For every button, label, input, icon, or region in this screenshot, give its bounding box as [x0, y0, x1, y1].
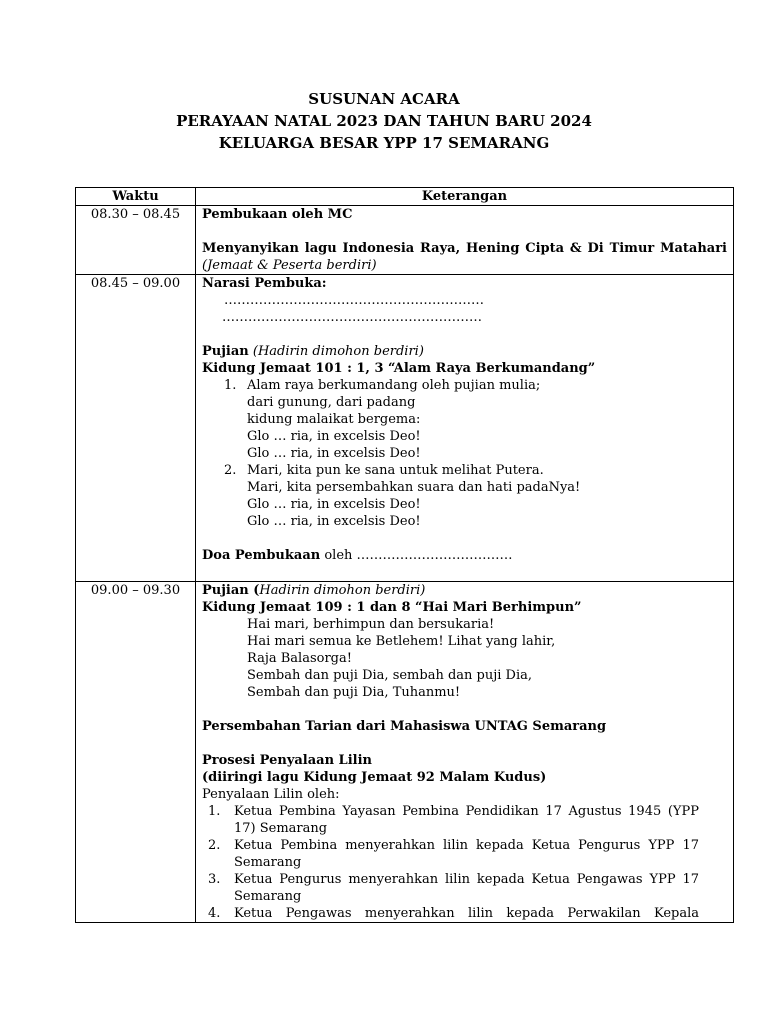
list-item	[202, 905, 727, 922]
anthem-note: (Jemaat & Peserta berdiri)	[202, 258, 377, 273]
narasi-title: Narasi Pembuka:	[202, 276, 327, 291]
title-line-1: SUSUNAN ACARA	[308, 90, 460, 108]
narasi-dots-2: ……………………………………………………	[222, 310, 482, 325]
item-number: 4.	[208, 906, 221, 921]
verse-line: Glo … ria, in excelsis Deo!	[247, 497, 421, 512]
pujian-label: Pujian	[202, 344, 249, 359]
verse-line: dari gunung, dari padang	[247, 395, 416, 410]
list-item	[202, 803, 727, 837]
pujian-note: (Hadirin dimohon berdiri)	[252, 344, 424, 359]
verse-number: 1.	[224, 378, 237, 393]
doa-label: Doa Pembukaan	[202, 548, 321, 563]
narasi-dots-1: ……………………………………………………	[224, 293, 484, 308]
item-text: Ketua Pengurus menyerahkan lilin kepada Ketua Pengawas YPP 17 Semarang	[234, 872, 699, 904]
prosesi-title: Prosesi Penyalaan Lilin	[202, 753, 372, 768]
verse-1	[202, 377, 727, 462]
item-number: 2.	[208, 838, 221, 853]
verse-number: 2.	[224, 463, 237, 478]
time-cell: 09.00 – 09.30	[76, 582, 196, 923]
opening-text: Pembukaan oleh MC	[202, 207, 353, 222]
item-text: Ketua Pembina menyerahkan lilin kepada Ketua Pengurus YPP 17 Semarang	[234, 838, 699, 870]
title-line-3: KELUARGA BESAR YPP 17 SEMARANG	[218, 134, 550, 152]
desc-cell	[196, 582, 734, 923]
pujian-line	[202, 343, 727, 360]
verse-line: Alam raya berkumandang oleh pujian mulia;	[247, 378, 541, 393]
pujian-label: Pujian (	[202, 583, 260, 598]
verse-2	[202, 462, 727, 530]
lyric-line: Hai mari semua ke Betlehem! Lihat yang lahir,	[247, 634, 556, 649]
table-row	[76, 582, 734, 923]
verse-line: Mari, kita persembahkan suara dan hati padaNya!	[247, 480, 581, 495]
tarian-text: Persembahan Tarian dari Mahasiswa UNTAG Semarang	[202, 719, 607, 734]
desc-cell	[196, 275, 734, 582]
doa-rest: oleh ………………………………	[320, 548, 513, 563]
time-cell: 08.30 – 08.45	[76, 206, 196, 275]
verse-line: kidung malaikat bergema:	[247, 412, 421, 427]
pujian-line	[202, 582, 727, 599]
list-item	[202, 871, 727, 905]
item-text: Ketua Pengawas menyerahkan lilin kepada Perwakilan Kepala	[234, 906, 699, 921]
penyalaan-label: Penyalaan Lilin oleh:	[202, 787, 340, 802]
title-line-2: PERAYAAN NATAL 2023 DAN TAHUN BARU 2024	[176, 112, 592, 130]
table-header-row	[76, 188, 734, 206]
header-keterangan: Keterangan	[196, 188, 734, 206]
verse-line: Glo … ria, in excelsis Deo!	[247, 429, 421, 444]
lyrics-block	[202, 616, 727, 701]
list-item	[202, 837, 727, 871]
item-number: 3.	[208, 872, 221, 887]
item-text: Ketua Pembina Yayasan Pembina Pendidikan 17 Agustus 1945 (YPP 17) Semarang	[234, 804, 699, 836]
kidung-title: Kidung Jemaat 109 : 1 dan 8 “Hai Mari Berhimpun”	[202, 600, 582, 615]
prosesi-subtitle: (diiringi lagu Kidung Jemaat 92 Malam Kudus)	[202, 770, 547, 785]
kidung-title: Kidung Jemaat 101 : 1, 3 “Alam Raya Berkumandang”	[202, 361, 596, 376]
time-cell: 08.45 – 09.00	[76, 275, 196, 582]
lyric-line: Sembah dan puji Dia, Tuhanmu!	[247, 685, 461, 700]
verse-line: Glo … ria, in excelsis Deo!	[247, 446, 421, 461]
doa-line	[202, 547, 727, 564]
document-title	[0, 88, 768, 154]
schedule-table	[75, 187, 734, 923]
table-row	[76, 206, 734, 275]
item-number: 1.	[208, 804, 221, 819]
lyric-line: Sembah dan puji Dia, sembah dan puji Dia,	[247, 668, 533, 683]
verse-line: Mari, kita pun ke sana untuk melihat Putera.	[247, 463, 544, 478]
header-waktu: Waktu	[76, 188, 196, 206]
table-row	[76, 275, 734, 582]
desc-cell	[196, 206, 734, 275]
verse-line: Glo … ria, in excelsis Deo!	[247, 514, 421, 529]
lyric-line: Hai mari, berhimpun dan bersukaria!	[247, 617, 495, 632]
anthem-text: Menyanyikan lagu Indonesia Raya, Hening Cipta & Di Timur Matahari	[202, 241, 727, 256]
lyric-line: Raja Balasorga!	[247, 651, 352, 666]
pujian-note: Hadirin dimohon berdiri)	[259, 583, 426, 598]
